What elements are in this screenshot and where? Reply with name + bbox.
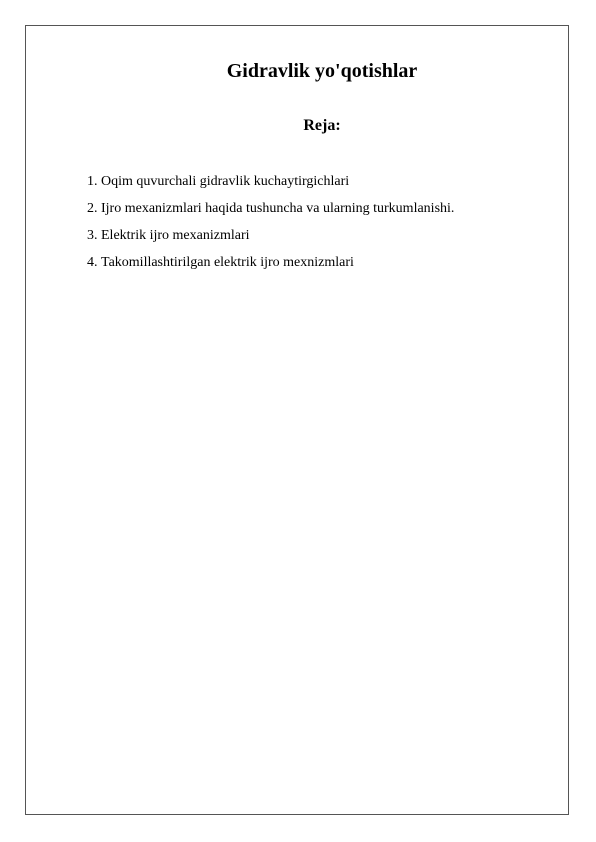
list-item [87,222,454,249]
list-item-text: Oqim quvurchali gidravlik kuchaytirgichlari [101,174,350,189]
list-item-text: Elektrik ijro mexanizmlari [101,228,250,243]
document-title: Gidravlik yo'qotishlar [226,60,418,82]
list-item-number: 3. [87,228,98,243]
list-item [87,249,454,276]
list-item-text: Takomillashtirilgan elektrik ijro mexnizmlari [101,255,354,270]
list-item [87,195,454,222]
list-item [87,168,454,195]
page-border [25,25,569,815]
list-item-text: Ijro mexanizmlari haqida tushuncha va ularning turkumlanishi. [101,201,455,216]
list-item-number: 4. [87,255,98,270]
plan-heading: Reja: [303,117,341,134]
list-item-number: 2. [87,201,98,216]
list-item-number: 1. [87,174,98,189]
plan-list [87,168,454,276]
